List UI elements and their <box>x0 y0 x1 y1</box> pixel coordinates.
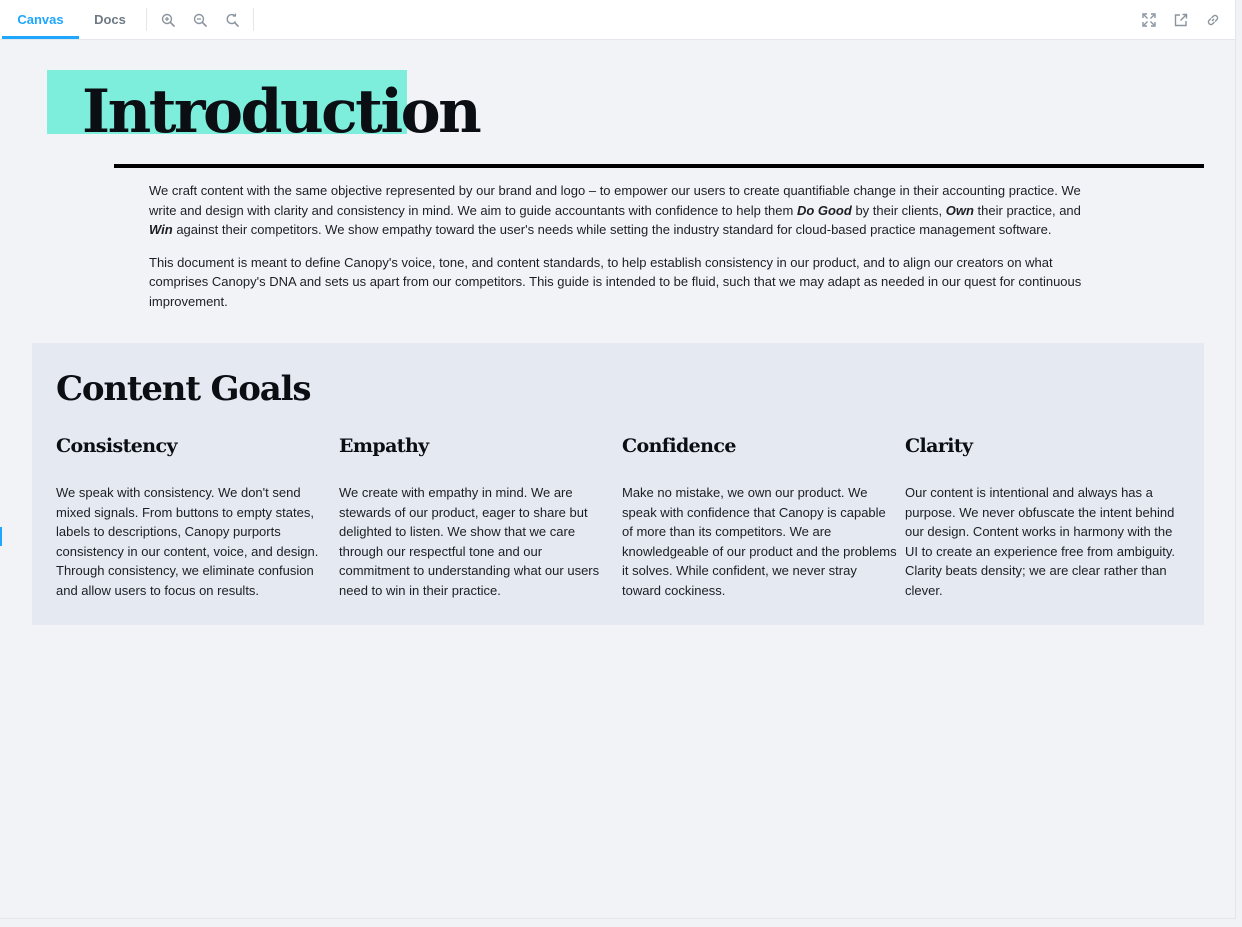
open-in-new-tab-icon <box>1174 13 1188 27</box>
goal-heading: Clarity <box>905 435 973 457</box>
toolbar <box>0 0 1235 40</box>
zoom-out-icon <box>193 13 207 27</box>
fullscreen-icon <box>1142 13 1156 27</box>
open-in-new-tab-button[interactable] <box>1165 0 1197 39</box>
goal-card-empathy <box>339 433 614 600</box>
section-title: Content Goals <box>56 369 311 409</box>
copy-link-icon <box>1206 13 1220 27</box>
goal-heading: Consistency <box>56 435 177 457</box>
goal-description: Our content is intentional and always has a purpose. We never obfuscate the intent behind our design. Content works in harmony with the UI to create an experience free from ambiguity. Clarity beats density; we are clear rather than clever. <box>905 485 1175 598</box>
toolbar-right-group <box>1133 0 1229 39</box>
intro-paragraph-1-text: their practice, and <box>973 202 1081 218</box>
tab-canvas[interactable]: Canvas <box>2 0 79 39</box>
copy-link-button[interactable] <box>1197 0 1229 39</box>
content-goals-section <box>32 343 1204 625</box>
toolbar-divider <box>146 8 147 31</box>
goal-heading: Empathy <box>339 435 429 457</box>
goal-card-clarity <box>905 433 1180 600</box>
fullscreen-button[interactable] <box>1133 0 1165 39</box>
reset-zoom-button[interactable] <box>216 0 248 39</box>
zoom-in-icon <box>161 13 175 27</box>
goal-description: We create with empathy in mind. We are stewards of our product, eager to share but delighted to listen. We show that we care through our respectful tone and our commitment to understanding what our users need to win in their practice. <box>339 485 600 598</box>
goal-card-consistency <box>56 433 331 600</box>
tab-docs[interactable]: Docs <box>94 12 126 27</box>
intro-paragraph-1-text: against their competitors. We show empathy toward the user's needs while setting the industry standard for cloud-based practice management software. <box>172 222 1052 237</box>
selection-marker <box>0 527 2 546</box>
emphasis-win: Win <box>149 222 173 237</box>
intro-body <box>149 181 1089 324</box>
zoom-out-button[interactable] <box>184 0 216 39</box>
emphasis-do-good: Do Good <box>796 202 852 218</box>
goal-card-confidence <box>622 433 897 600</box>
goal-heading: Confidence <box>622 435 736 457</box>
emphasis-own: Own <box>945 202 974 218</box>
goal-description: Make no mistake, we own our product. We speak with confidence that Canopy is capable of more than its competitors. We are knowledgeable of our product and the problems it solves. While confident, we never stray toward cockiness. <box>622 485 897 598</box>
title-divider <box>114 164 1204 168</box>
intro-paragraph-1-text: by their clients, <box>851 202 946 218</box>
intro-paragraph-1 <box>149 181 1089 240</box>
goal-description: We speak with consistency. We don't send mixed signals. From buttons to empty states, labels to descriptions, Canopy purports consistency in our content, voice, and design. Through consistency, we eliminate confusion and allow users to focus on results. <box>56 485 319 598</box>
page-title: Introduction <box>82 77 480 147</box>
intro-paragraph-1-text: We craft content with the same objective represented by our brand and logo – to empower our users to create quantifiable change in their accounting practice. We write and design with clarity and consistency in mind. We aim to guide accountants with confidence to help them <box>149 183 1081 218</box>
reset-zoom-icon <box>225 13 239 27</box>
zoom-in-button[interactable] <box>152 0 184 39</box>
intro-paragraph-2: This document is meant to define Canopy's voice, tone, and content standards, to help establish consistency in our product, and to align our creators on what comprises Canopy's DNA and sets us apart from our competitors. This guide is intended to be fluid, such that we may adapt as needed in our quest for continuous improvement. <box>149 254 1082 309</box>
toolbar-divider <box>253 8 254 31</box>
canvas-preview <box>0 40 1235 918</box>
